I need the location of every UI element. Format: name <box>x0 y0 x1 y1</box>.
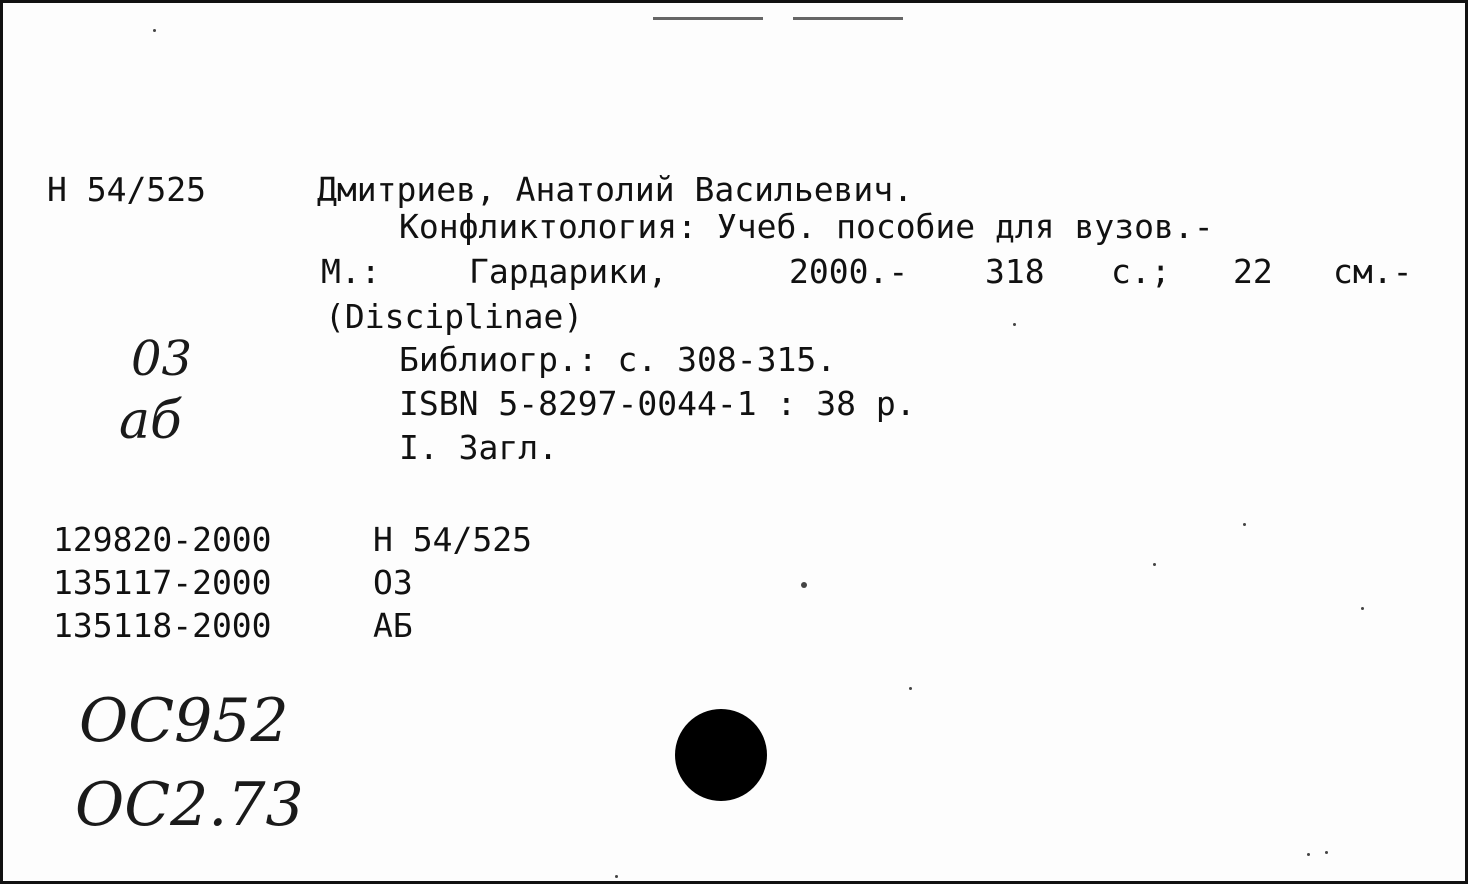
imprint-year: 2000.- <box>789 252 909 291</box>
bibliography-note: Библиогр.: с. 308-315. <box>399 340 837 379</box>
imprint-pages: 318 <box>985 252 1045 291</box>
punch-hole <box>675 709 767 801</box>
holding-location: ОЗ <box>373 563 413 602</box>
holding-inventory: 129820-2000 <box>53 520 272 559</box>
speck <box>1243 523 1246 526</box>
series-statement: (Disciplinae) <box>325 297 584 336</box>
holding-inventory: 135118-2000 <box>53 606 272 645</box>
imprint-place: М.: <box>321 252 381 291</box>
imprint-publisher: Гардарики, <box>469 252 668 291</box>
top-edge-mark <box>793 17 903 20</box>
author-heading: Дмитриев, Анатолий Васильевич. <box>317 170 914 209</box>
holding-location: Н 54/525 <box>373 520 532 559</box>
title-tracing: I. Загл. <box>399 428 558 467</box>
top-edge-mark <box>653 17 763 20</box>
holding-location: АБ <box>373 606 413 645</box>
imprint-size-unit: см.- <box>1333 252 1413 291</box>
speck <box>1153 563 1156 566</box>
title-line: Конфликтология: Учеб. пособие для вузов.- <box>399 207 1214 246</box>
handwritten-shelfmark: ОС2.73 <box>75 770 304 840</box>
speck <box>801 582 807 588</box>
speck <box>909 687 912 690</box>
speck <box>1361 607 1364 610</box>
speck <box>1013 323 1016 326</box>
isbn-price: ISBN 5-8297-0044-1 : 38 р. <box>399 384 916 423</box>
speck <box>1325 851 1328 854</box>
call-number: Н 54/525 <box>47 170 206 209</box>
holding-inventory: 135117-2000 <box>53 563 272 602</box>
handwritten-code: 03 <box>131 331 193 387</box>
imprint-size: 22 <box>1233 252 1273 291</box>
speck <box>615 875 618 878</box>
speck <box>153 29 156 32</box>
speck <box>1307 853 1310 856</box>
handwritten-shelfmark: ОС952 <box>79 686 289 756</box>
imprint-pages-unit: с.; <box>1111 252 1171 291</box>
handwritten-code: аб <box>119 391 182 451</box>
